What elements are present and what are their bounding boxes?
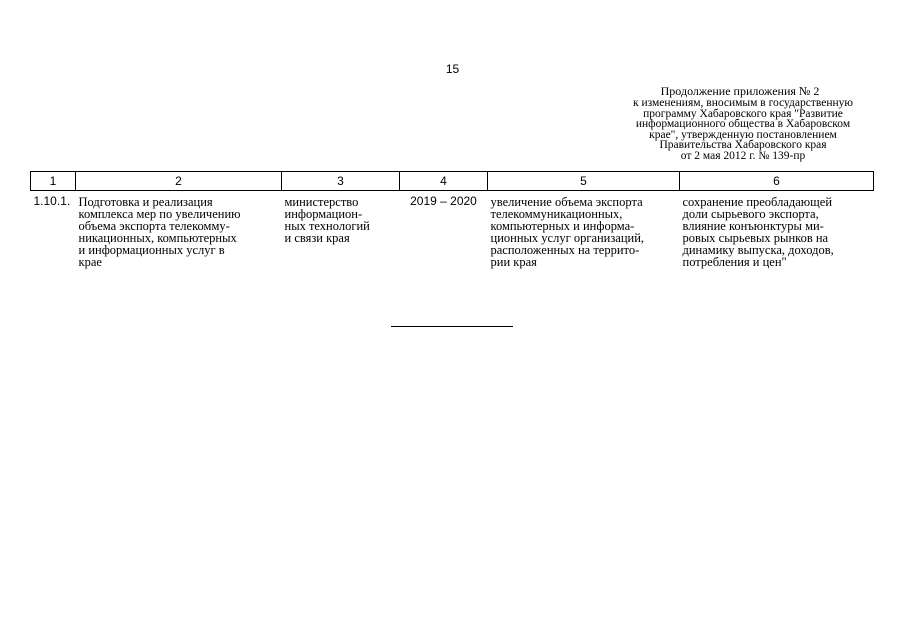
consequence-line: потребления и цен" [682,255,787,269]
result-line: компьютерных и информа- [490,219,635,233]
result-line: ционных услуг организаций, [490,231,645,245]
consequence-line: сохранение преобладающей [682,195,833,209]
executor-line: и связи края [284,231,350,245]
column-header-3: 3 [282,172,400,191]
measure-line: объема экспорта телекомму- [78,219,230,233]
result-line: рии края [490,255,537,269]
result-line: увеличение объема экспорта [490,195,643,209]
consequence-cell [680,191,874,269]
measure-line: крае [78,255,102,269]
row-number-cell: 1.10.1. [33,194,71,208]
end-separator-line [391,326,513,327]
column-header-5: 5 [488,172,680,191]
executor-line: информацион- [284,207,363,221]
measure-line: и информационных услуг в [78,243,225,257]
appendix-reference-line: к изменениям, вносимым в государственную [633,97,853,109]
appendix-reference-line: Правительства Хабаровского края [659,139,827,151]
column-header-4: 4 [400,172,488,191]
measure-line: никационных, компьютерных [78,231,237,245]
measure-cell [76,191,282,269]
appendix-reference [612,98,874,161]
appendix-reference-line: программу Хабаровского края "Развитие [643,107,843,120]
column-header-1: 1 [31,172,76,191]
measure-line: Подготовка и реализация [78,195,213,209]
table-row [31,191,874,269]
page-number: 15 [445,62,460,76]
consequence-line: влияние конъюнктуры ми- [682,219,824,233]
consequence-line: динамику выпуска, доходов, [682,243,834,257]
result-cell [488,191,680,269]
result-line: расположенных на террито- [490,243,640,257]
measures-table [30,171,874,268]
result-line: телекоммуникационных, [490,207,623,221]
column-header-2: 2 [76,172,282,191]
appendix-reference-line: крае", утвержденную постановлением [649,128,837,141]
consequence-line: доли сырьевого экспорта, [682,207,819,221]
appendix-title: Продолжение приложения № 2 [660,84,820,98]
column-number-header-row [31,172,874,191]
column-header-6: 6 [680,172,874,191]
appendix-reference-line: от 2 мая 2012 г. № 139-пр [680,149,806,162]
appendix-reference-line: информационного общества в Хабаровском [635,118,851,130]
executor-line: ных технологий [284,219,370,233]
measure-line: комплекса мер по увеличению [78,207,241,221]
consequence-line: ровых сырьевых рынков на [682,231,829,245]
executor-line: министерство [284,195,359,209]
executor-cell [282,191,400,269]
years-cell: 2019 – 2020 [410,194,477,208]
